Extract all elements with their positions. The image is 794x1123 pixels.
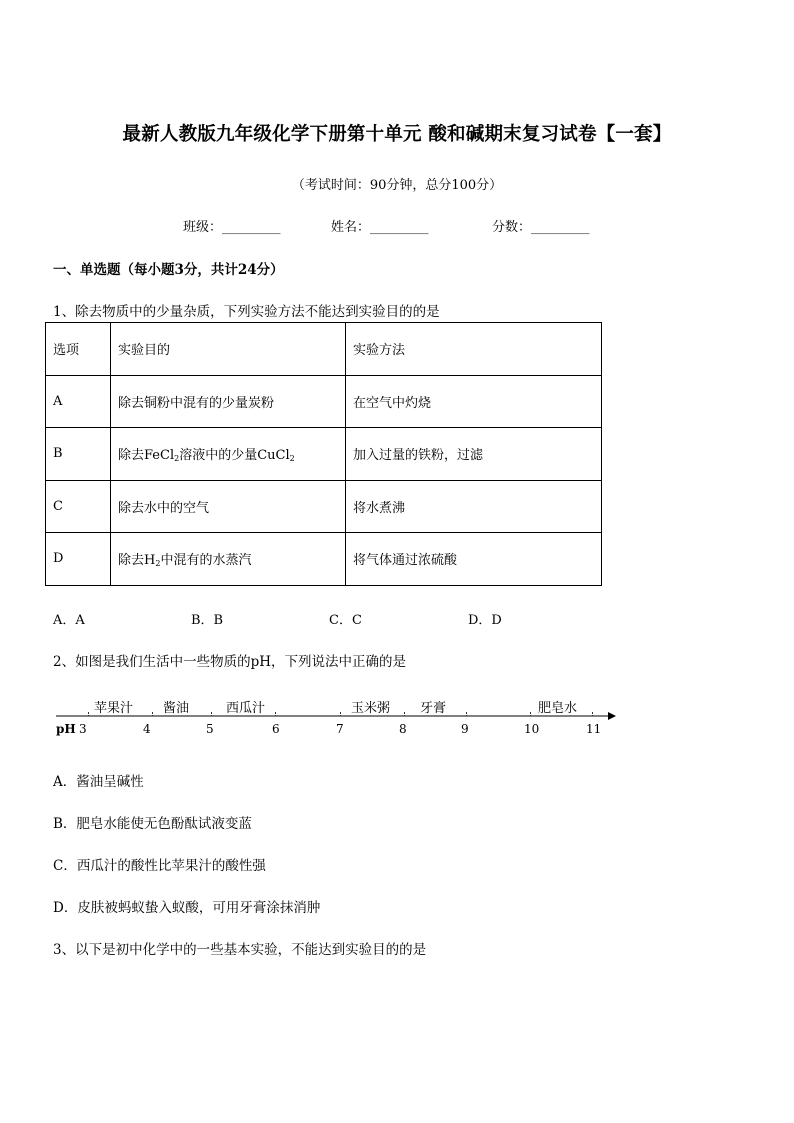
ph-number: 11	[586, 722, 602, 736]
choice-d[interactable]: D．D	[468, 613, 502, 628]
table-header-cell: 实验方法	[346, 323, 602, 376]
choice-b[interactable]: B．B	[191, 613, 224, 628]
ph-tick	[340, 712, 341, 716]
substance-watermelon-juice: 西瓜汁	[226, 701, 266, 716]
score-field: 分数：_________	[492, 220, 590, 235]
ph-number: 3	[79, 722, 87, 736]
ph-number: 4	[143, 722, 151, 736]
ph-number: 8	[399, 722, 407, 736]
ph-axis-arrow	[608, 712, 616, 720]
ph-tick	[152, 712, 153, 716]
substance-corn-porridge: 玉米粥	[351, 701, 391, 716]
table-cell-method: 将水煮沸	[346, 480, 602, 533]
ph-axis-label: pH	[56, 722, 76, 736]
substance-soy-sauce: 酱油	[163, 701, 190, 716]
section-title: 一、单选题（每小题3分，共计24分）	[53, 262, 284, 278]
table-cell-option: C	[46, 480, 111, 533]
ph-tick	[211, 712, 212, 716]
substance-apple-juice: 苹果汁	[94, 701, 134, 716]
ph-number: 7	[336, 722, 344, 736]
purpose-text: 除去FeCl	[118, 448, 175, 464]
name-field: 姓名：_________	[331, 220, 429, 235]
ph-number: 9	[461, 722, 469, 736]
choice-a[interactable]: A．A	[53, 613, 85, 628]
exam-time-note: （考试时间：90分钟，总分100分）	[291, 178, 503, 193]
ph-tick	[592, 712, 593, 716]
ph-tick	[404, 712, 405, 716]
ph-tick	[275, 712, 276, 716]
subscript: 2	[155, 559, 161, 569]
option-d[interactable]: D．皮肤被蚂蚁蛰入蚁酸，可用牙膏涂抹消肿	[53, 900, 321, 916]
purpose-text: 溶液中的少量CuCl	[179, 448, 290, 464]
ph-tick	[530, 712, 531, 716]
table-cell-option: A	[46, 375, 111, 428]
table-cell-purpose: 除去水中的空气	[111, 480, 346, 533]
question-3-stem: 3、以下是初中化学中的一些基本实验，不能达到实验目的的是	[53, 942, 427, 958]
table-cell-method: 将气体通过浓硫酸	[346, 533, 602, 586]
option-b[interactable]: B．肥皂水能使无色酚酞试液变蓝	[53, 816, 252, 832]
table-cell-option: B	[46, 428, 111, 481]
substance-soapy-water: 肥皂水	[538, 701, 578, 716]
table-cell-purpose: 除去铜粉中混有的少量炭粉	[111, 375, 346, 428]
substance-toothpaste: 牙膏	[420, 701, 447, 716]
table-cell-option: D	[46, 533, 111, 586]
class-field: 班级：_________	[183, 220, 281, 235]
table-cell-method: 在空气中灼烧	[346, 375, 602, 428]
table-header-cell: 选项	[46, 323, 111, 376]
question-1-stem: 1、除去物质中的少量杂质，下列实验方法不能达到实验目的的是	[53, 304, 440, 320]
page-title: 最新人教版九年级化学下册第十单元 酸和碱期末复习试卷【一套】	[122, 124, 672, 145]
table-cell-method: 加入过量的铁粉，过滤	[346, 428, 602, 481]
ph-tick	[88, 712, 89, 716]
ph-number: 10	[524, 722, 540, 736]
option-c[interactable]: C．西瓜汁的酸性比苹果汁的酸性强	[53, 858, 266, 874]
table-header-cell: 实验目的	[111, 323, 346, 376]
purpose-text: 中混有的水蒸汽	[160, 553, 252, 569]
choice-c[interactable]: C．C	[329, 613, 362, 628]
question-2-stem: 2、如图是我们生活中一些物质的pH，下列说法中正确的是	[53, 654, 407, 670]
subscript: 2	[174, 454, 180, 464]
ph-tick	[466, 712, 467, 716]
purpose-text: 除去H	[118, 553, 156, 569]
option-a[interactable]: A．酱油呈碱性	[53, 774, 144, 790]
ph-number: 5	[206, 722, 214, 736]
ph-number: 6	[272, 722, 280, 736]
subscript: 2	[289, 454, 295, 464]
